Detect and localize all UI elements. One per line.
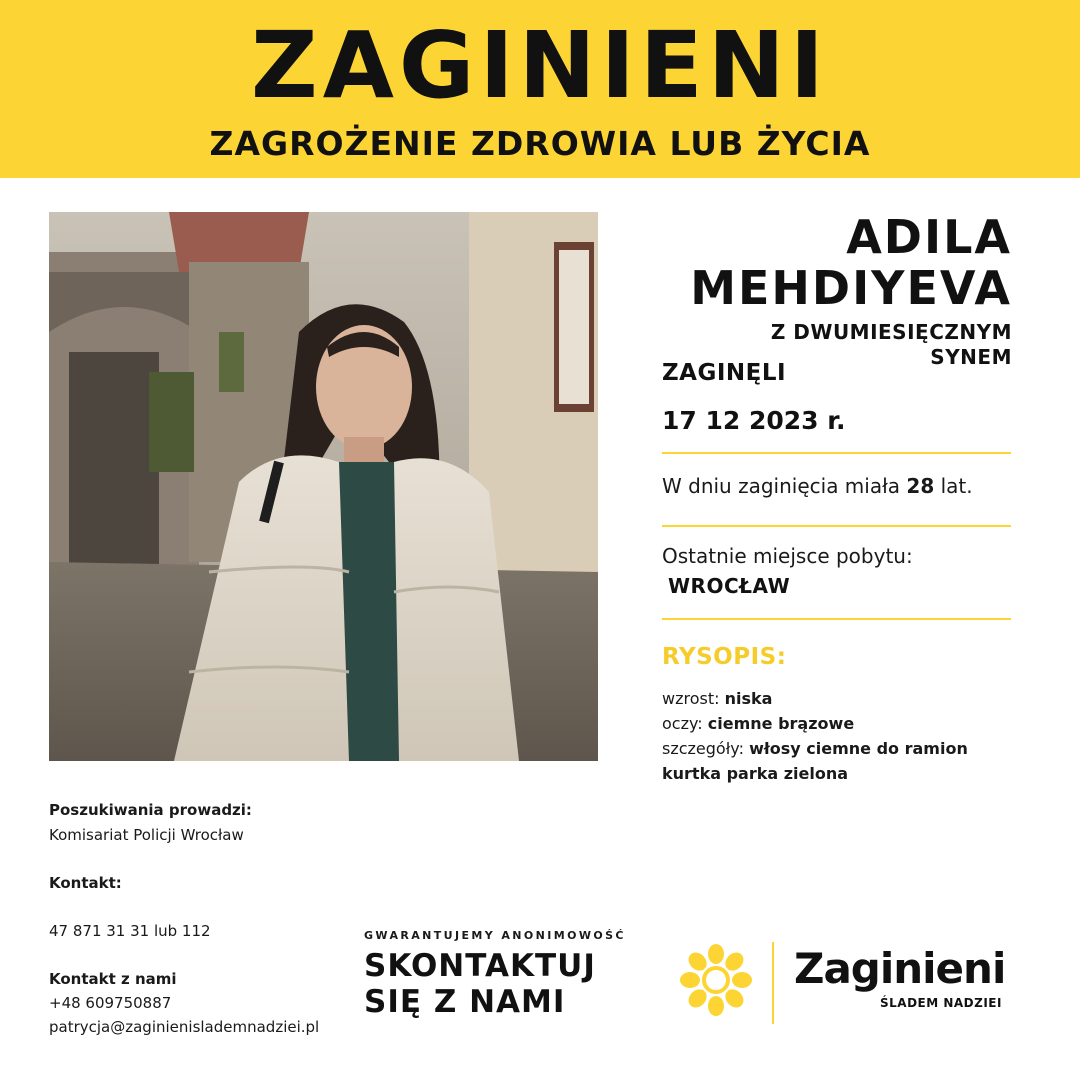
details-line	[662, 739, 968, 759]
person-name	[620, 212, 1012, 314]
details-line-2	[662, 764, 848, 784]
logo-name: Zaginieni	[794, 944, 1006, 993]
poster-title: ZAGINIENI	[251, 12, 829, 119]
divider	[662, 618, 1011, 620]
details-value-2: kurtka parka zielona	[662, 764, 849, 783]
description-heading: RYSOPIS:	[662, 644, 787, 670]
contact-us-phone: +48 609750887	[49, 994, 172, 1012]
age-prefix: W dniu zaginięcia miała	[662, 474, 901, 498]
cta-line-1: SKONTAKTUJ	[364, 948, 596, 984]
height-label: wzrost:	[662, 689, 720, 708]
anonymity-note: GWARANTUJEMY ANONIMOWOŚĆ	[364, 929, 626, 942]
contact-us-email: patrycja@zaginienislademnadziei.pl	[49, 1018, 320, 1036]
eyes-value: ciemne brązowe	[707, 714, 855, 733]
header-banner	[0, 0, 1080, 178]
status-label: ZAGINĘLI	[662, 360, 787, 386]
height-value: niska	[724, 689, 773, 708]
age-value: 28	[906, 474, 935, 498]
age-line	[662, 474, 973, 498]
divider	[662, 452, 1011, 454]
eyes-line	[662, 714, 854, 734]
details-value: włosy ciemne do ramion	[749, 739, 968, 758]
search-label: Poszukiwania prowadzi:	[49, 801, 252, 819]
disappearance-date: 17 12 2023 r.	[662, 406, 846, 435]
cta-line-2: SIĘ Z NAMI	[364, 984, 566, 1020]
divider	[662, 525, 1011, 527]
last-location-label: Ostatnie miejsce pobytu:	[662, 544, 913, 568]
contact-label: Kontakt:	[49, 874, 122, 892]
age-suffix: lat.	[940, 474, 973, 498]
details-label: szczegóły:	[662, 739, 744, 758]
contact-us-label: Kontakt z nami	[49, 970, 177, 988]
first-name: ADILA	[846, 210, 1012, 264]
eyes-label: oczy:	[662, 714, 703, 733]
contact-phone: 47 871 31 31 lub 112	[49, 922, 211, 940]
last-name: MEHDIYEVA	[690, 261, 1012, 315]
companion-line-2: SYNEM	[930, 345, 1012, 369]
last-location-value: WROCŁAW	[668, 574, 791, 598]
search-value: Komisariat Policji Wrocław	[49, 826, 244, 844]
logo-divider	[772, 942, 774, 1024]
poster-subtitle: ZAGROŻENIE ZDROWIA LUB ŻYCIA	[209, 124, 871, 163]
companion-line-1: Z DWUMIESIĘCZNYM	[770, 320, 1012, 344]
logo-tagline: ŚLADEM NADZIEI	[880, 996, 1002, 1010]
height-line	[662, 689, 772, 709]
missing-person-photo	[49, 212, 598, 761]
sun-flower-icon	[680, 944, 752, 1016]
contact-us-cta	[364, 948, 664, 1020]
